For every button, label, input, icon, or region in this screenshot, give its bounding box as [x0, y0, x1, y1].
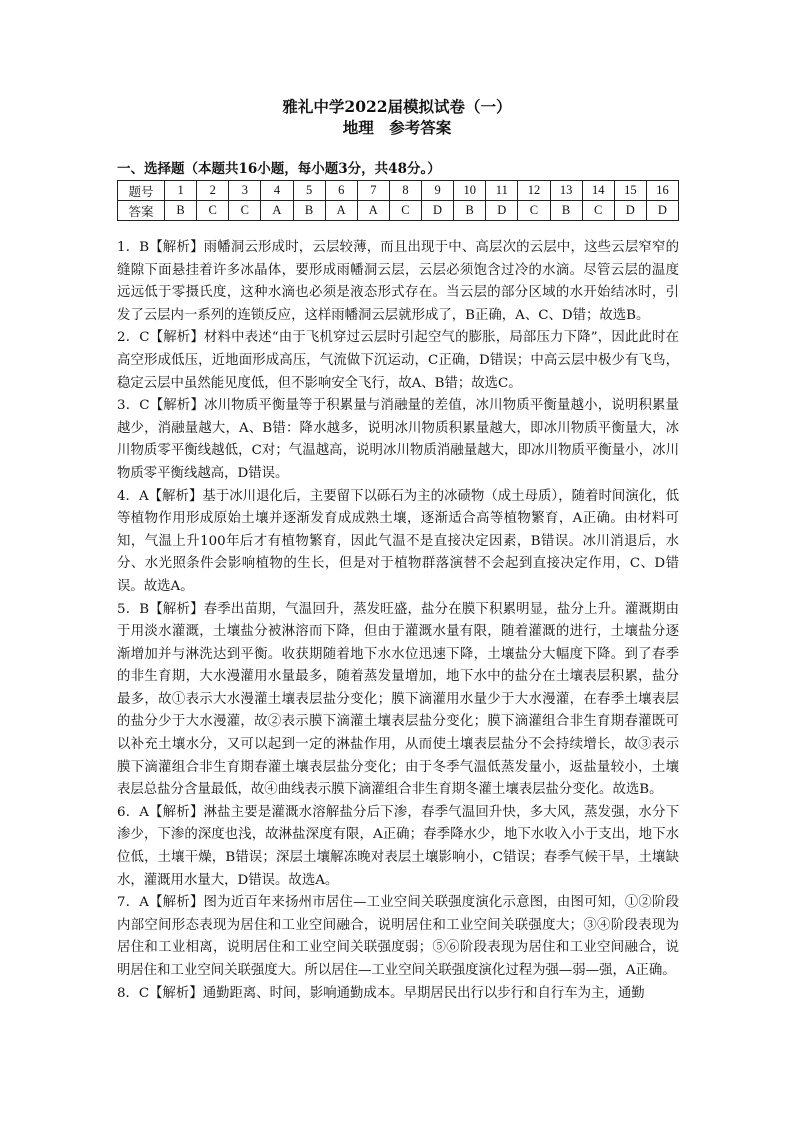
answer-cell: A	[261, 201, 293, 221]
question-number: 6	[325, 181, 357, 201]
question-number: 13	[550, 181, 582, 201]
explanation-paragraph: 4．A【解析】基于冰川退化后，主要留下以砾石为主的冰碛物（成土母质），随着时间演化，低等植物作用形成原始土壤并逐渐发育成成熟土壤，逐渐适合高等植物繁育，A正确。由材料可知，气温上升100年后才有植物繁育，因此气温不是直接决定因素，B错误。冰川消退后，水分、水光照条件会影响植物的生长，但是对于植物群落演替不会起到直接决定作用，C、D错误。故选A。	[117, 488, 679, 594]
answer-cell: C	[229, 201, 261, 221]
question-number: 8	[389, 181, 421, 201]
answer-cell: D	[646, 201, 678, 221]
row-label-number: 题号	[118, 181, 165, 201]
answer-table	[117, 180, 679, 221]
question-number: 1	[165, 181, 197, 201]
answer-cell: D	[614, 201, 646, 221]
answer-cell: C	[582, 201, 614, 221]
explanation-paragraph: 3．C【解析】冰川物质平衡量等于积累量与消融量的差值，冰川物质平衡量越小，说明积累量越少，消融量越大，A、B错：降水越多，说明冰川物质积累量越大，即冰川物质平衡量大，冰川物质零平衡线越低，C对；气温越高，说明冰川物质消融量越大，即冰川物质平衡量小，冰川物质零平衡线越高，D错误。	[117, 398, 679, 481]
answer-cell: B	[550, 201, 582, 221]
explanation-paragraph: 5．B【解析】春季出苗期，气温回升，蒸发旺盛，盐分在膜下积累明显，盐分上升。灌溉期由于用淡水灌溉，土壤盐分被淋溶而下降，但由于灌溉水量有限，随着灌溉的进行，土壤盐分逐渐增加并与淋洗达到平衡。收获期随着地下水水位迅速下降，土壤盐分大幅度下降。到了春季的非生育期，大水漫灌用水量最多，随着蒸发量增加，地下水中的盐分在土壤表层积累，盐分最多，故①表示大水漫灌土壤表层盐分变化；膜下滴灌用水量少于大水漫灌，在春季土壤表层的盐分少于大水漫灌，故②表示膜下滴灌土壤表层盐分变化；膜下滴灌组合非生育期春灌既可以补充土壤水分，又可以起到一定的淋盐作用，从而使土壤表层盐分不会持续增长，故③表示膜下滴灌组合非生育期春灌土壤表层盐分变化；由于冬季气温低蒸发量小，返盐量较小，土壤表层总盐分含量最低，故④曲线表示膜下滴灌组合非生育期冬灌土壤表层盐分变化。故选B。	[117, 601, 679, 798]
question-number: 9	[422, 181, 454, 201]
question-number: 14	[582, 181, 614, 201]
question-number: 11	[486, 181, 518, 201]
answer-cell: B	[293, 201, 325, 221]
explanation-paragraph: 7．A【解析】图为近百年来扬州市居住—工业空间关联强度演化示意图，由图可知，①②阶段内部空间形态表现为居住和工业空间融合，说明居住和工业空间关联强度大；③④阶段表现为居住和工业相离，说明居住和工业空间关联强度弱；⑤⑥阶段表现为居住和工业空间融合，说明居住和工业空间关联强度大。所以居住—工业空间关联强度演化过程为强—弱—强，A正确。	[117, 895, 679, 978]
answer-cell: D	[422, 201, 454, 221]
row-label-answer: 答案	[118, 201, 165, 221]
explanation-paragraph: 6．A【解析】淋盐主要是灌溉水溶解盐分后下渗，春季气温回升快，多大风，蒸发强，水分下渗少，下渗的深度也浅，故淋盐深度有限，A正确；春季降水少，地下水收入小于支出，地下水位低，土壤干燥，B错误；深层土壤解冻晚对表层土壤影响小，C错误；春季气候干旱，土壤缺水，灌溉用水量大，D错误。故选A。	[117, 804, 679, 888]
answer-cell: A	[325, 201, 357, 221]
question-number-row	[118, 181, 679, 201]
answer-cell: A	[357, 201, 389, 221]
answer-cell: C	[389, 201, 421, 221]
question-number: 5	[293, 181, 325, 201]
question-number: 7	[357, 181, 389, 201]
answer-row	[118, 201, 679, 221]
question-number: 3	[229, 181, 261, 201]
question-number: 2	[197, 181, 229, 201]
answer-cell: C	[518, 201, 550, 221]
question-number: 15	[614, 181, 646, 201]
answer-cell: B	[454, 201, 486, 221]
answer-cell: D	[486, 201, 518, 221]
question-number: 10	[454, 181, 486, 201]
explanation-paragraph: 1．B【解析】雨幡洞云形成时，云层较薄，而且出现于中、高层次的云层中，这些云层窄窄的缝隙下面悬挂着许多冰晶体，要形成雨幡洞云层，云层必须饱含过冷的水滴。尽管云层的温度远远低于零摄氏度，这种水滴也必须是液态形式存在。当云层的部分区域的水开始结冰时，引发了云层内一系列的连锁反应，这样雨幡洞云层就形成了，B正确，A、C、D错；故选B。	[117, 240, 679, 323]
question-number: 16	[646, 181, 678, 201]
explanation-paragraph: 8．C【解析】通勤距离、时间，影响通勤成本。早期居民出行以步行和自行车为主，通勤	[117, 985, 645, 1001]
question-number: 12	[518, 181, 550, 201]
section-heading: 一、选择题（本题共16小题，每小题3分，共48分。）	[117, 161, 441, 177]
exam-subtitle: 地理 参考答案	[342, 118, 452, 137]
exam-title: 雅礼中学2022届模拟试卷（一）	[282, 97, 512, 116]
answer-cell: C	[197, 201, 229, 221]
explanations	[117, 237, 679, 1005]
answer-cell: B	[165, 201, 197, 221]
explanation-paragraph: 2．C【解析】材料中表述“由于飞机穿过云层时引起空气的膨胀，局部压力下降”，因此此时在高空形成低压，近地面形成高压，气流做下沉运动，C正确，D错误；中高云层中极少有飞鸟，稳定云层中虽然能见度低，但不影响安全飞行，故A、B错；故选C。	[117, 330, 679, 391]
question-number: 4	[261, 181, 293, 201]
